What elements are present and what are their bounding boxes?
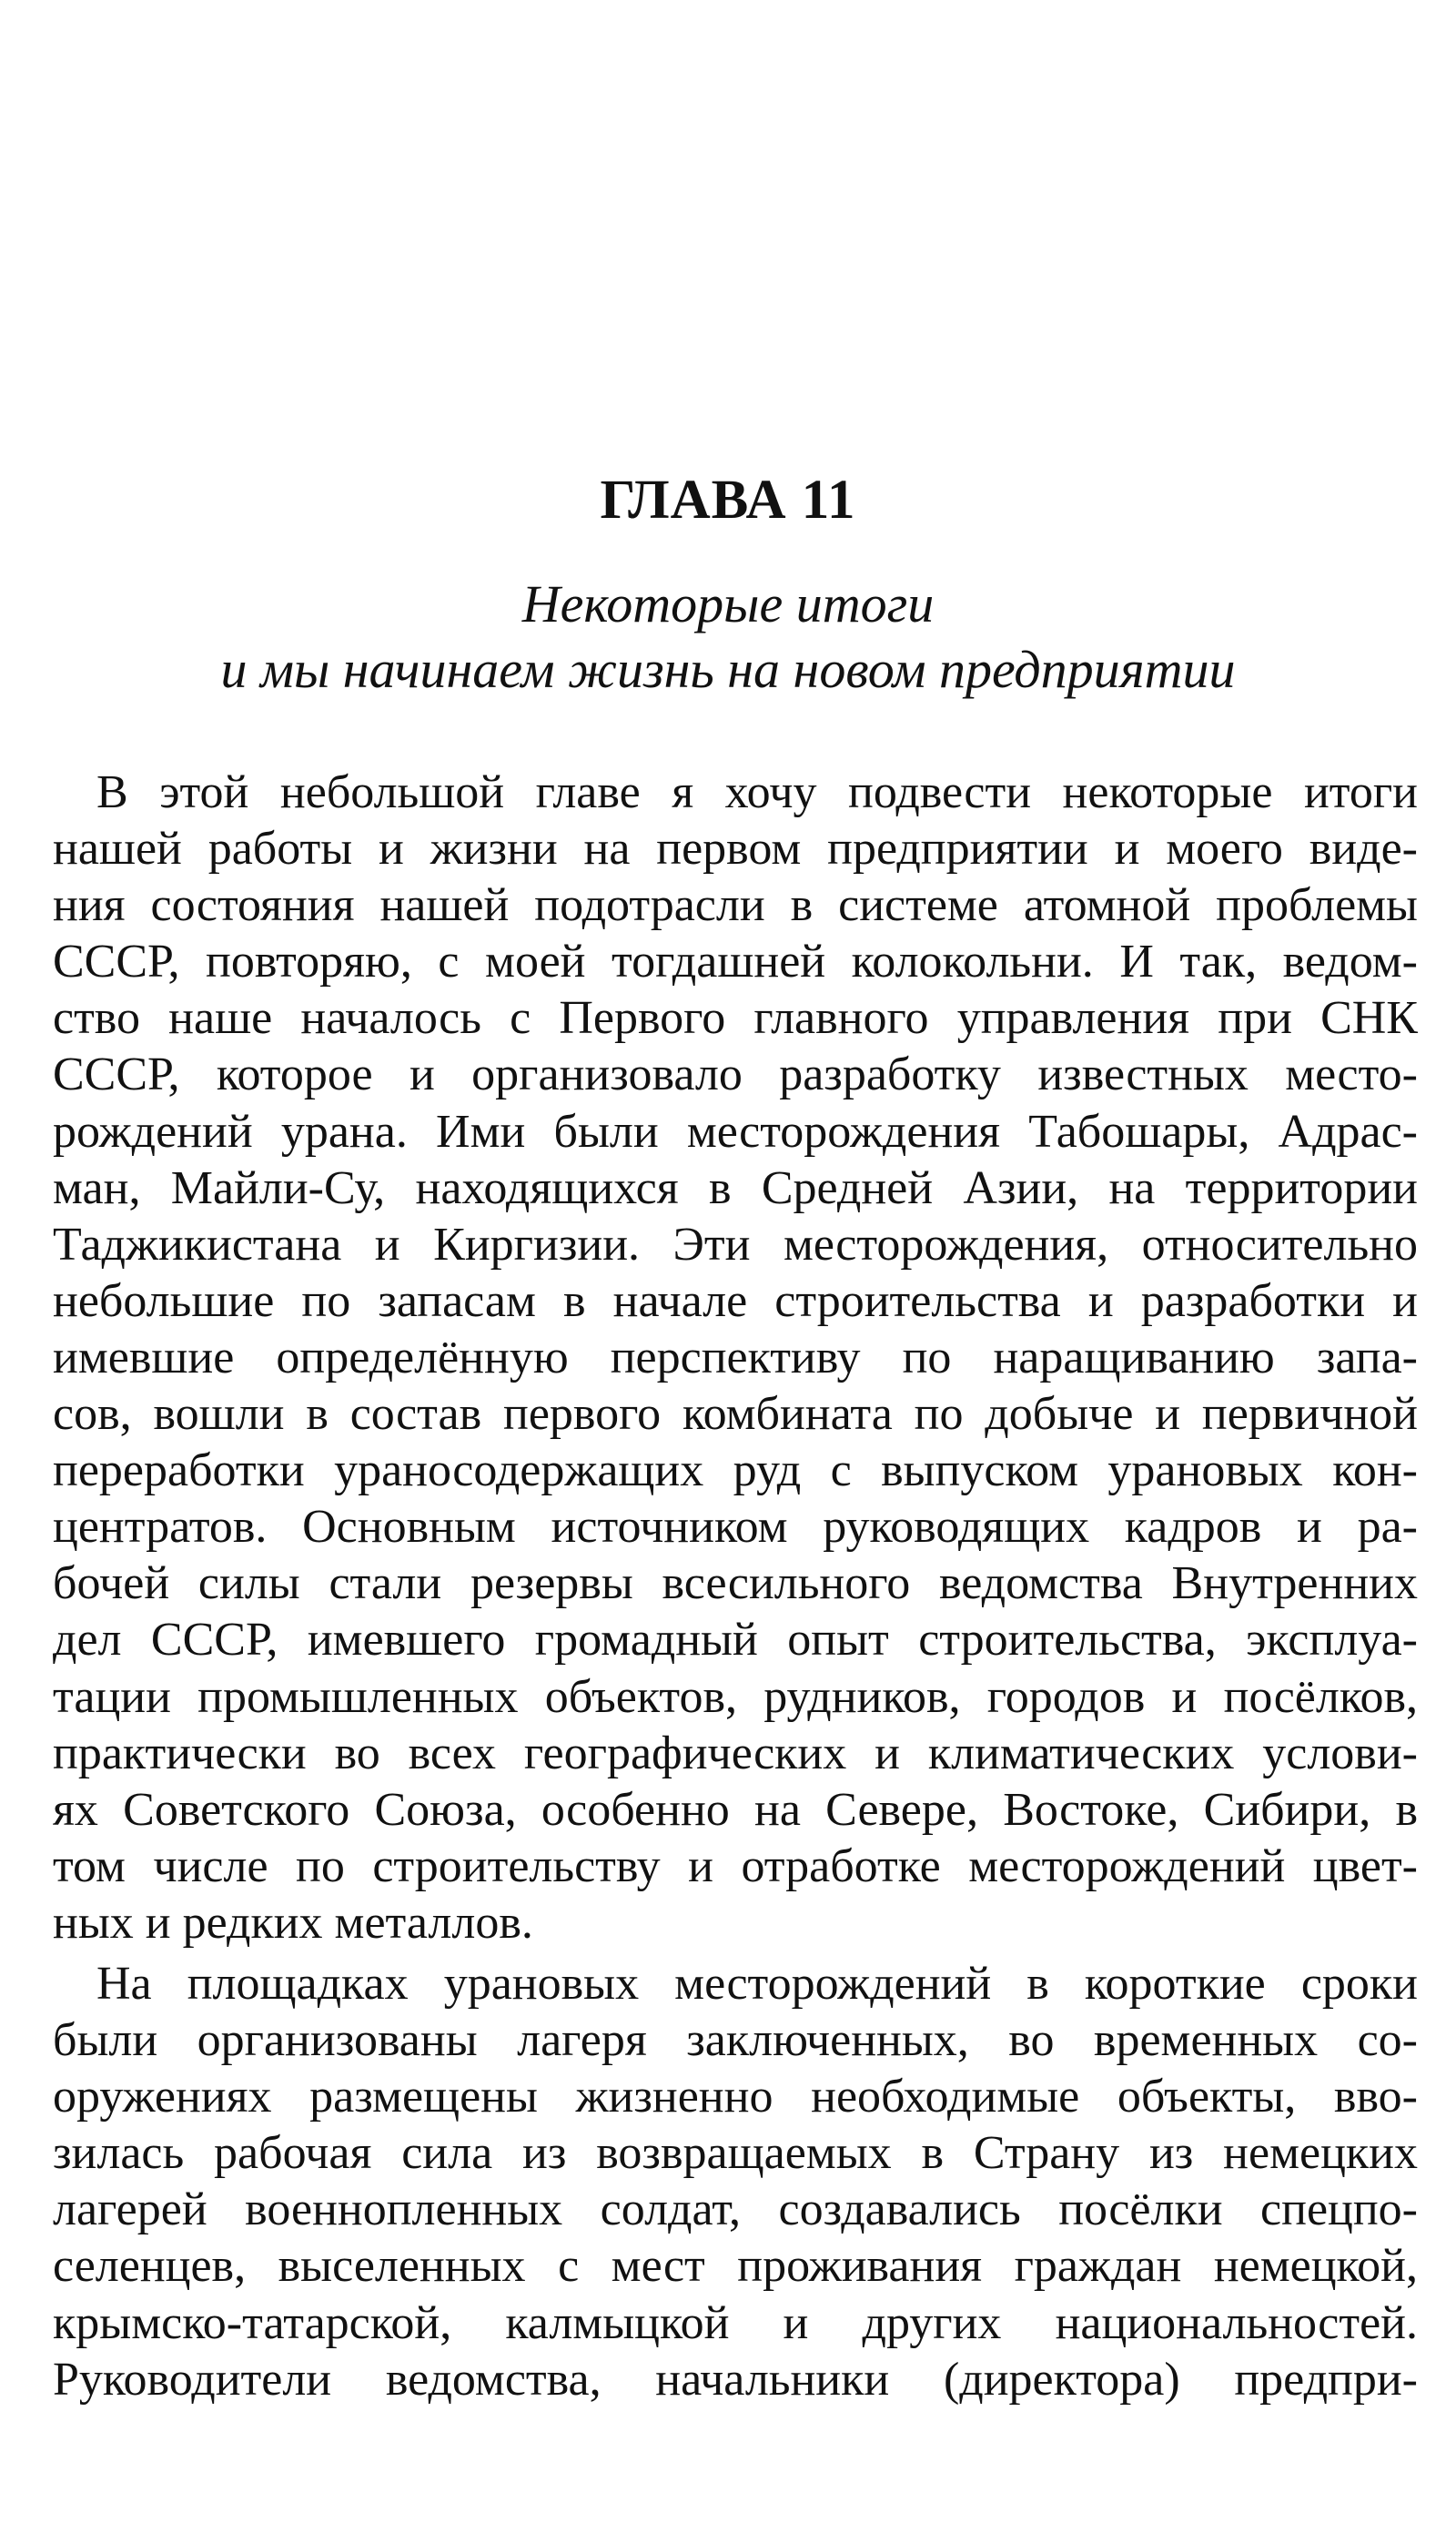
text-line: дел СССР, имевшего громадный опыт строительства, эксплуа- xyxy=(53,1614,1418,1667)
text-line: СССР, повторяю, с моей тогдашней колокольни. И так, ведом- xyxy=(53,936,1418,988)
text-line: ях Советского Союза, особенно на Севере, Востоке, Сибири, в xyxy=(53,1783,1418,1836)
chapter-subtitle-line: и мы начинаем жизнь на новом предприятии xyxy=(220,640,1236,699)
text-line: ных и редких металлов. xyxy=(53,1896,533,1949)
chapter-subtitle xyxy=(0,572,1456,703)
text-line: ния состояния нашей подотрасли в системе атомной проблемы xyxy=(53,879,1418,932)
text-line: практически во всех географических и климатических услови- xyxy=(53,1727,1418,1779)
text-line: селенцев, выселенных с мест проживания граждан немецкой, xyxy=(53,2240,1418,2293)
text-line: лагерей военнопленных солдат, создавались посёлки спецпо- xyxy=(53,2184,1418,2236)
chapter-heading: ГЛАВА 11 xyxy=(600,470,856,531)
text-line: СССР, которое и организовало разработку известных место- xyxy=(53,1049,1418,1101)
body-text xyxy=(53,765,1418,2408)
text-line: сов, вошли в состав первого комбината по добыче и первичной xyxy=(53,1388,1418,1441)
text-line: бочей силы стали резервы всесильного ведомства Внутренних xyxy=(53,1557,1418,1610)
text-line: зилась рабочая сила из возвращаемых в Страну из немецких xyxy=(53,2127,1418,2180)
text-line: крымско-татарской, калмыцкой и других национальностей. xyxy=(53,2296,1418,2349)
text-line: были организованы лагеря заключенных, во временных со- xyxy=(53,2014,1418,2067)
paragraph xyxy=(53,1956,1418,2408)
text-line: На площадках урановых месторождений в короткие сроки xyxy=(96,1957,1418,2010)
text-line: ман, Майли-Су, находящихся в Средней Азии, на территории xyxy=(53,1161,1418,1214)
text-line: Таджикистана и Киргизии. Эти месторождения, относительно xyxy=(53,1218,1418,1271)
text-line: Руководители ведомства, начальники (директора) предпри- xyxy=(53,2353,1418,2406)
paragraph xyxy=(53,765,1418,1951)
chapter-subtitle-line: Некоторые итоги xyxy=(521,574,935,633)
text-line: нашей работы и жизни на первом предприятии и моего виде- xyxy=(53,823,1418,876)
text-line: том числе по строительству и отработке месторождений цвет- xyxy=(53,1839,1418,1892)
text-line: тации промышленных объектов, рудников, городов и посёлков, xyxy=(53,1670,1418,1723)
text-line: В этой небольшой главе я хочу подвести некоторые итоги xyxy=(96,766,1418,818)
text-line: переработки ураносодержащих руд с выпуском урановых кон- xyxy=(53,1444,1418,1497)
text-line: небольшие по запасам в начале строительства и разработки и xyxy=(53,1274,1418,1327)
text-line: рождений урана. Ими были месторождения Табошары, Адрас- xyxy=(53,1105,1418,1158)
text-line: имевшие определённую перспективу по наращиванию запа- xyxy=(53,1331,1418,1383)
text-line: центратов. Основным источником руководящих кадров и ра- xyxy=(53,1501,1418,1554)
text-line: ство наше началось с Первого главного управления при СНК xyxy=(53,992,1418,1045)
text-line: оружениях размещены жизненно необходимые объекты, вво- xyxy=(53,2071,1418,2123)
